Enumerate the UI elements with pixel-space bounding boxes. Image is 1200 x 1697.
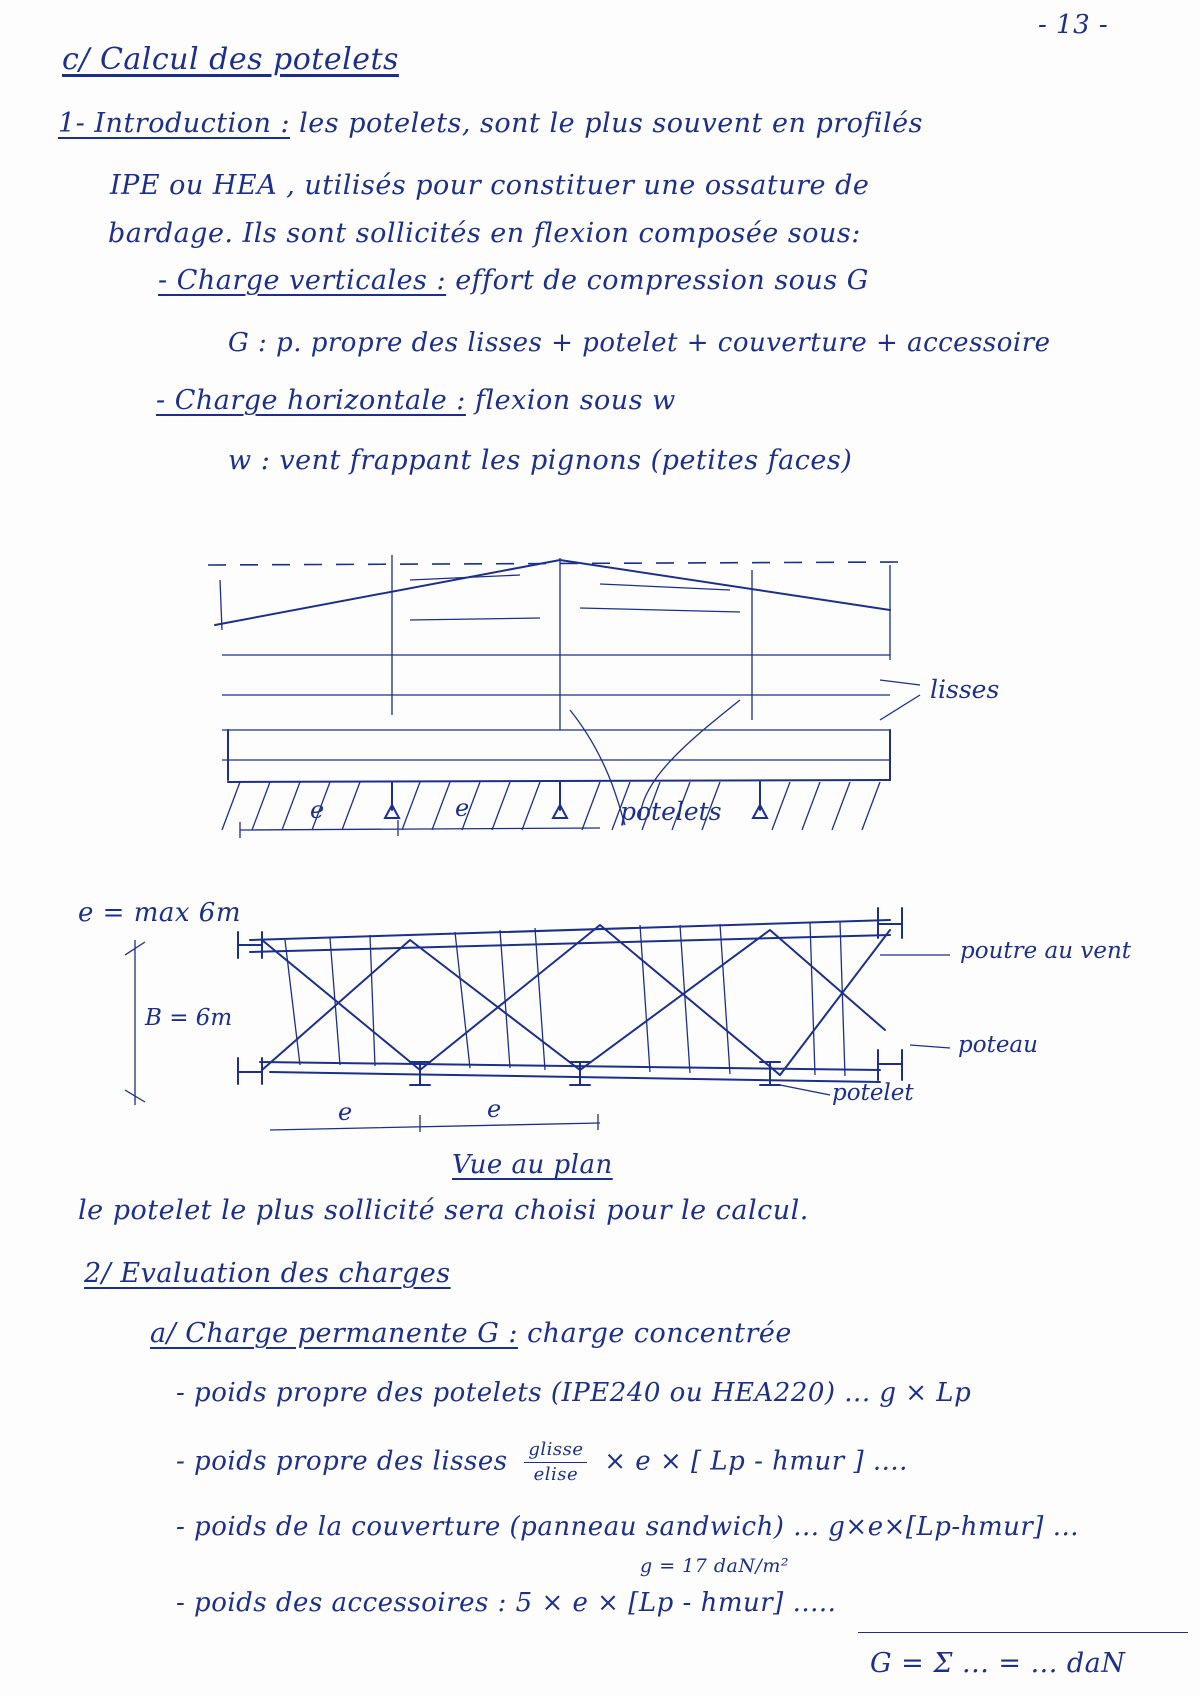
poteau-leader: [910, 1045, 950, 1048]
plan-dim-line: [270, 1114, 600, 1132]
lisses-leader-lines: [880, 680, 920, 720]
permanent-load-text: charge concentrée: [527, 1318, 792, 1349]
vertical-load-label: - Charge verticales :: [158, 265, 447, 296]
vertical-load-line: [158, 265, 869, 296]
potelet-leader: [780, 1085, 830, 1095]
item-couverture: - poids de la couverture (panneau sandwich) ... g×e×[Lp-hmur] ...: [176, 1512, 1079, 1542]
poutre-au-vent-label: poutre au vent: [960, 938, 1132, 964]
page-number: - 13 -: [1038, 10, 1109, 40]
ground-line: [228, 780, 890, 782]
elevation-e-2: e: [455, 794, 470, 822]
plan-e-1: e: [338, 1098, 353, 1126]
potelets-label: potelets: [620, 797, 722, 826]
lisses-fraction: [524, 1438, 587, 1487]
roof-dash-line: [208, 562, 900, 565]
intro-line-2: IPE ou HEA , utilisés pour constituer une ossature de: [110, 170, 870, 201]
item-lisses: [176, 1438, 908, 1487]
fraction-denominator: elise: [533, 1464, 579, 1485]
fraction-numerator: glisse: [524, 1438, 587, 1463]
lisses-label: lisses: [930, 675, 1000, 704]
plan-purlins: [285, 922, 845, 1076]
vertical-load-detail: G : p. propre des lisses + potelet + couverture + accessoire: [228, 328, 1051, 358]
horizontal-load-label: - Charge horizontale :: [156, 385, 466, 416]
intro-line-3: bardage. Ils sont sollicités en flexion composée sous:: [108, 218, 861, 249]
intro-text-1: les potelets, sont le plus souvent en profilés: [299, 108, 923, 139]
sandwich-weight-note: g = 17 daN/m²: [640, 1555, 790, 1577]
B-dimension-line: [125, 940, 145, 1105]
B-label: B = 6m: [145, 1005, 233, 1031]
permanent-load-label: a/ Charge permanente G :: [150, 1318, 518, 1349]
poteau-label: poteau: [958, 1032, 1038, 1058]
vertical-load-text: effort de compression sous G: [455, 265, 869, 296]
roof-line: [215, 560, 890, 625]
plan-bracing: [262, 925, 890, 1075]
conclusion-text: le potelet le plus sollicité sera choisi pour le calcul.: [78, 1195, 809, 1226]
elevation-e-1: e: [310, 796, 325, 824]
plan-caption: Vue au plan: [452, 1150, 613, 1180]
intro-label: 1- Introduction :: [58, 108, 291, 139]
plan-sketch: [0, 880, 1200, 1150]
total-underline: [858, 1632, 1188, 1633]
section-title: c/ Calcul des potelets: [62, 42, 399, 77]
plan-e-2: e: [487, 1095, 502, 1123]
lisses-lines: [222, 575, 890, 760]
horizontal-load-text: flexion sous w: [475, 385, 676, 416]
elevation-sketch: [0, 520, 1200, 860]
horizontal-load-line: [156, 385, 676, 416]
column-lines: [220, 555, 890, 730]
total-G: G = Σ ... = ... daN: [870, 1648, 1126, 1679]
evaluation-title: 2/ Evaluation des charges: [84, 1258, 451, 1289]
potelet-label: potelet: [832, 1080, 914, 1106]
e-max-label: e = max 6m: [78, 898, 241, 928]
item-potelets: - poids propre des potelets (IPE240 ou HEA220) ... g × Lp: [176, 1378, 972, 1408]
item-lisses-text: - poids propre des lisses: [176, 1446, 508, 1477]
permanent-load-line: [150, 1318, 792, 1349]
intro-line-1: [58, 108, 923, 139]
item-accessoires: - poids des accessoires : 5 × e × [Lp - hmur] .....: [176, 1588, 837, 1618]
elevation-dim-line: [240, 820, 600, 838]
end-posts: [228, 730, 890, 780]
corner-columns: [238, 908, 902, 1084]
horizontal-load-detail: w : vent frappant les pignons (petites faces): [228, 445, 853, 476]
item-lisses-tail: × e × [ Lp - hmur ] ....: [604, 1446, 908, 1477]
